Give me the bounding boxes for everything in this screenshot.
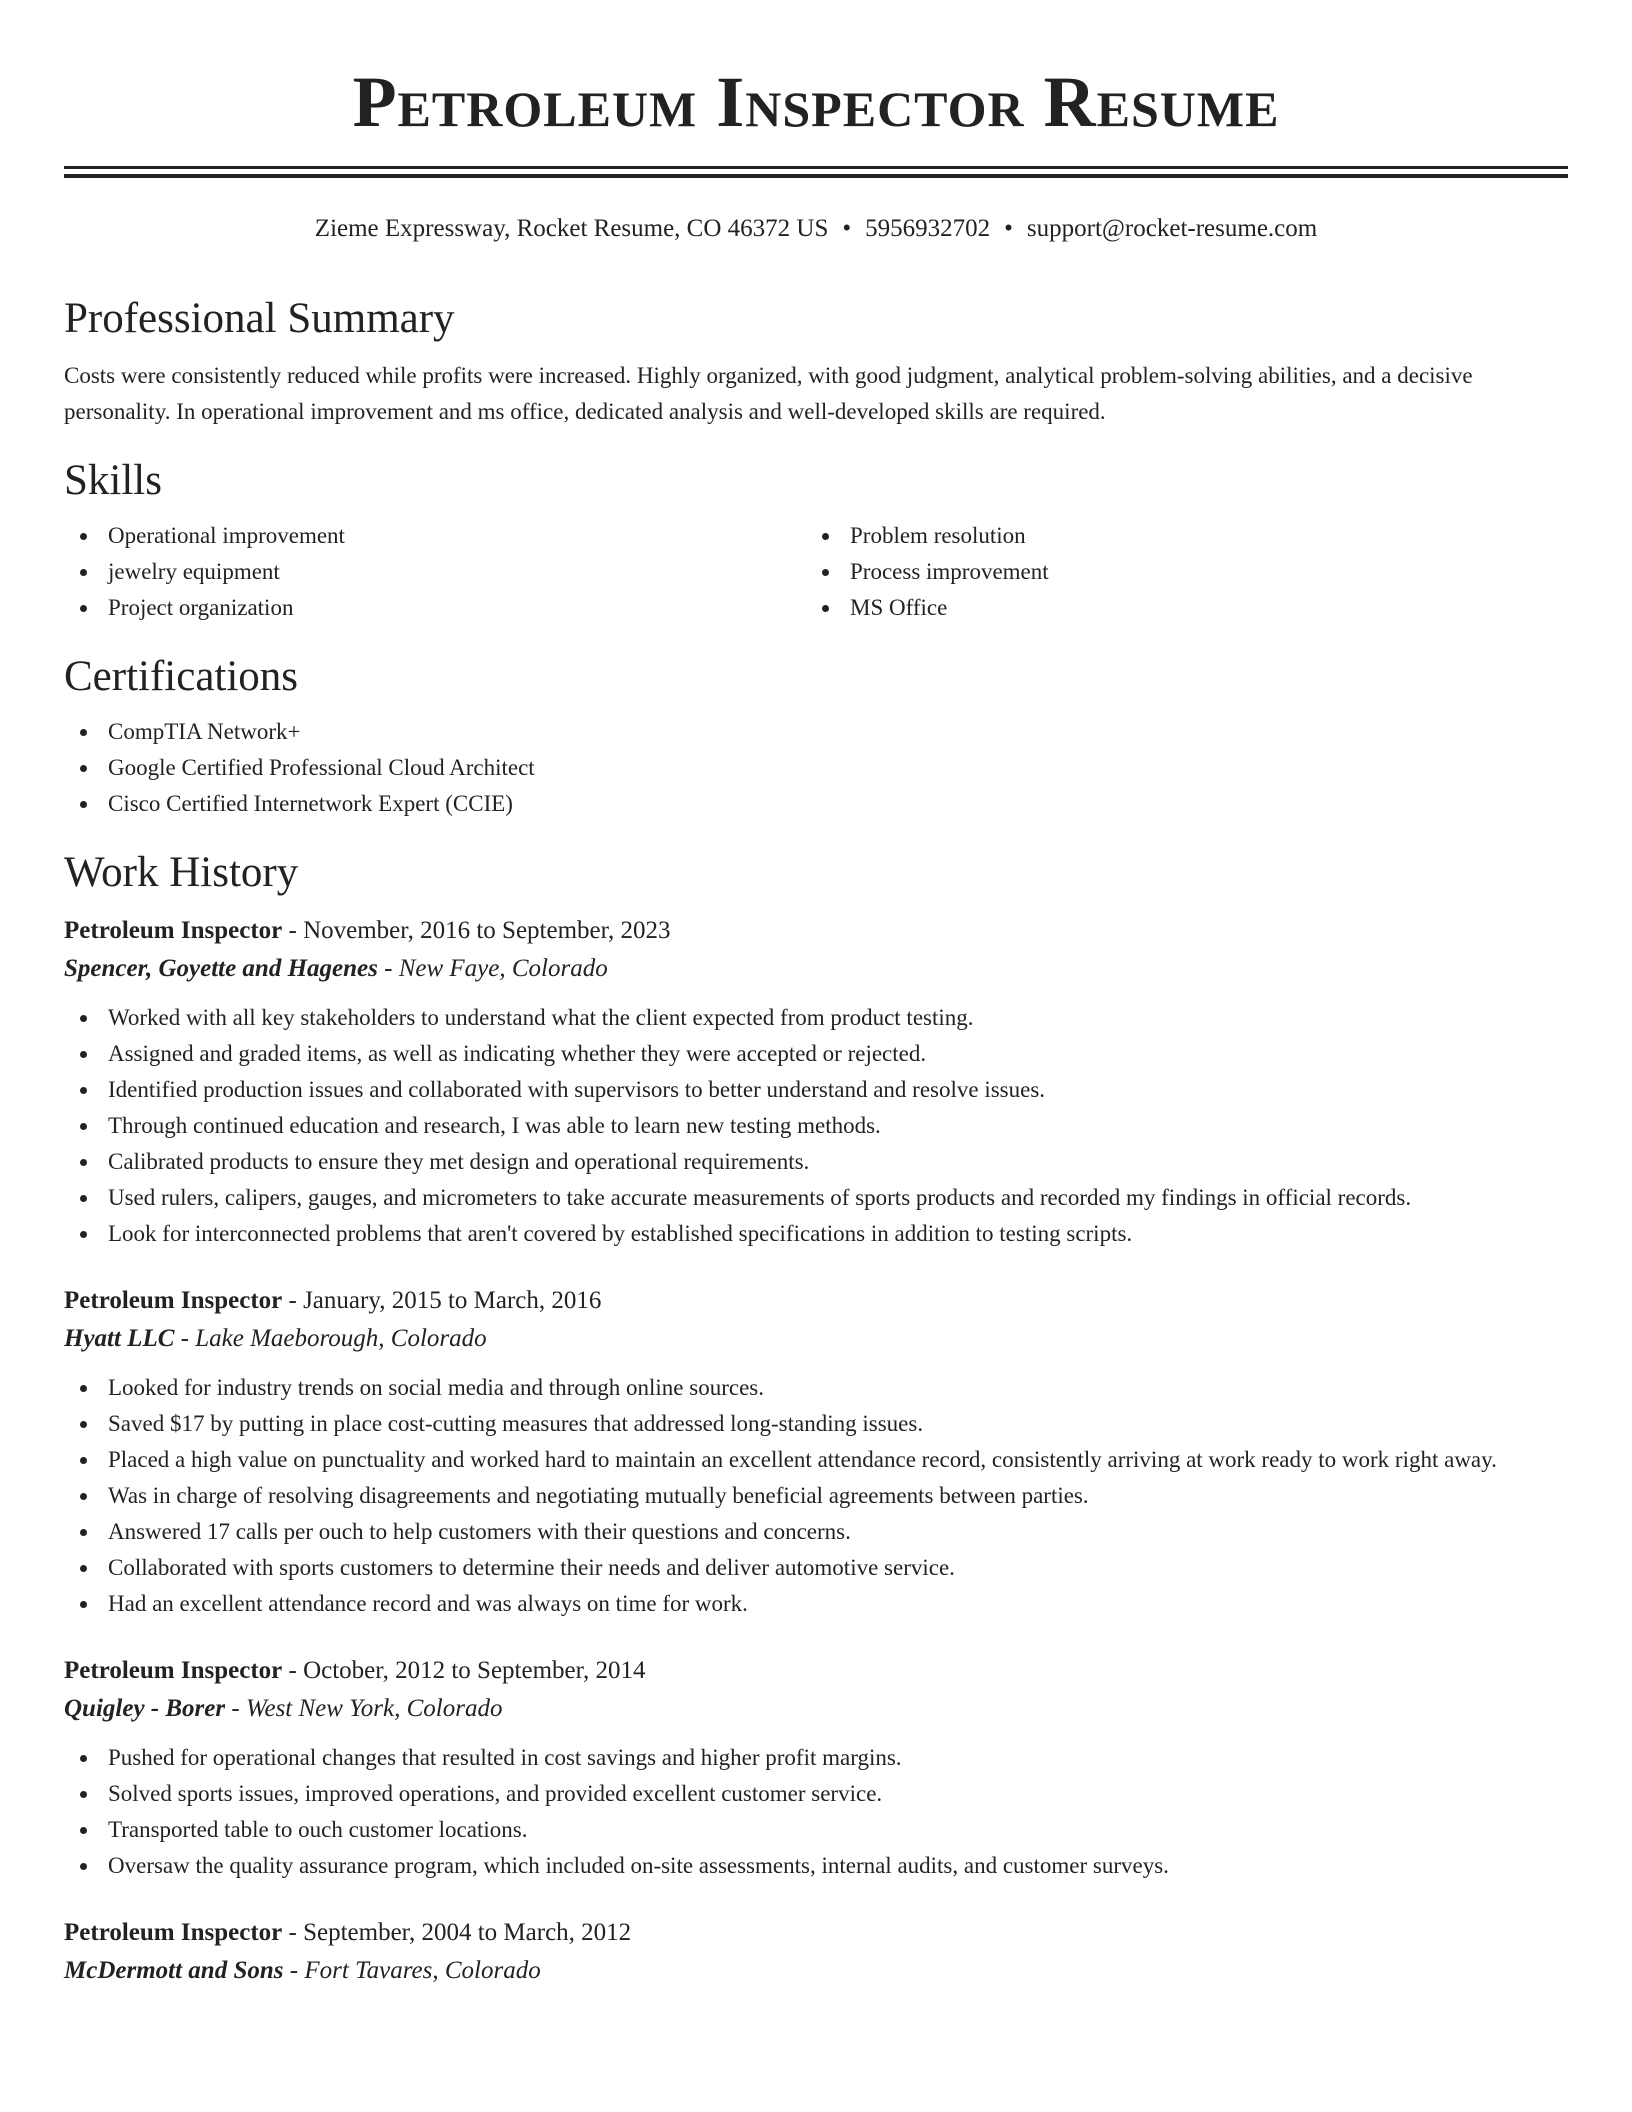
certifications-heading: Certifications bbox=[64, 653, 299, 700]
company-line: Quigley - Borer - West New York, Colorado bbox=[64, 1695, 503, 1722]
skills-column-right bbox=[806, 518, 1548, 626]
company-name: McDermott and Sons bbox=[64, 1957, 284, 1984]
job-entry bbox=[64, 912, 1568, 1252]
company-name: Spencer, Goyette and Hagenes bbox=[64, 955, 378, 982]
job-title: Petroleum Inspector bbox=[64, 917, 283, 944]
summary-text: Costs were consistently reduced while profits were increased. Highly organized, with good judgment, analytical problem-solving abilities, and a decisive personality. In operational improvement and ms office, dedicated analysis and well-developed skills are required. bbox=[64, 363, 1473, 424]
contact-address: Zieme Expressway, Rocket Resume, CO 46372 US bbox=[314, 215, 829, 242]
job-bullet: Saved $17 by putting in place cost-cutting measures that addressed long-standing issues. bbox=[64, 1406, 1568, 1442]
job-bullet: Worked with all key stakeholders to understand what the client expected from product testing. bbox=[64, 1000, 1568, 1036]
job-bullet: Placed a high value on punctuality and worked hard to maintain an excellent attendance record, consistently arriving at work ready to work right away. bbox=[64, 1442, 1568, 1478]
certification-item: Cisco Certified Internetwork Expert (CCIE) bbox=[64, 786, 1568, 822]
job-bullets bbox=[64, 1000, 1568, 1252]
certification-item: Google Certified Professional Cloud Architect bbox=[64, 750, 1568, 786]
skill-item: Project organization bbox=[64, 590, 806, 626]
contact-separator: • bbox=[1004, 215, 1013, 242]
skill-item: jewelry equipment bbox=[64, 554, 806, 590]
job-bullet: Calibrated products to ensure they met design and operational requirements. bbox=[64, 1144, 1568, 1180]
skill-item: Process improvement bbox=[806, 554, 1548, 590]
job-title-line: Petroleum Inspector - September, 2004 to March, 2012 bbox=[64, 1919, 632, 1946]
job-entry bbox=[64, 1282, 1568, 1622]
contact-email[interactable]: support@rocket-resume.com bbox=[1026, 215, 1318, 242]
job-title: Petroleum Inspector bbox=[64, 1287, 283, 1314]
skill-item: MS Office bbox=[806, 590, 1548, 626]
job-bullet: Answered 17 calls per ouch to help customers with their questions and concerns. bbox=[64, 1514, 1568, 1550]
job-bullet: Was in charge of resolving disagreements and negotiating mutually beneficial agreements between parties. bbox=[64, 1478, 1568, 1514]
job-title-line: Petroleum Inspector - November, 2016 to September, 2023 bbox=[64, 917, 671, 944]
contact-line bbox=[64, 214, 1568, 244]
job-bullet: Through continued education and research, I was able to learn new testing methods. bbox=[64, 1108, 1568, 1144]
job-bullet: Collaborated with sports customers to determine their needs and deliver automotive service. bbox=[64, 1550, 1568, 1586]
company-name: Hyatt LLC bbox=[64, 1325, 175, 1352]
skill-item: Problem resolution bbox=[806, 518, 1548, 554]
page-title: Petroleum Inspector Resume bbox=[352, 62, 1280, 142]
company-location: Lake Maeborough, Colorado bbox=[195, 1325, 487, 1352]
company-line: Hyatt LLC - Lake Maeborough, Colorado bbox=[64, 1325, 487, 1352]
job-bullet: Transported table to ouch customer locations. bbox=[64, 1812, 1568, 1848]
company-name: Quigley - Borer bbox=[64, 1695, 226, 1722]
skill-item: Operational improvement bbox=[64, 518, 806, 554]
title-divider-bottom bbox=[64, 174, 1568, 178]
job-title-line: Petroleum Inspector - October, 2012 to September, 2014 bbox=[64, 1657, 646, 1684]
job-bullets bbox=[64, 1370, 1568, 1622]
company-location: Fort Tavares, Colorado bbox=[304, 1957, 541, 1984]
job-entry bbox=[64, 1652, 1568, 1884]
summary-heading: Professional Summary bbox=[64, 295, 455, 342]
skills-column-left bbox=[64, 518, 806, 626]
certifications-list bbox=[64, 714, 1568, 822]
job-title: Petroleum Inspector bbox=[64, 1657, 283, 1684]
job-entry bbox=[64, 1914, 1568, 1990]
company-location: New Faye, Colorado bbox=[398, 955, 608, 982]
company-location: West New York, Colorado bbox=[245, 1695, 503, 1722]
job-dates: September, 2004 to March, 2012 bbox=[303, 1919, 632, 1946]
job-dates: October, 2012 to September, 2014 bbox=[303, 1657, 646, 1684]
company-line: Spencer, Goyette and Hagenes - New Faye, Colorado bbox=[64, 955, 608, 982]
job-bullet: Look for interconnected problems that aren't covered by established specifications in addition to testing scripts. bbox=[64, 1216, 1568, 1252]
contact-separator: • bbox=[842, 215, 852, 242]
skills-list bbox=[64, 518, 1568, 626]
work-history-heading: Work History bbox=[64, 849, 299, 896]
job-bullet: Assigned and graded items, as well as indicating whether they were accepted or rejected. bbox=[64, 1036, 1568, 1072]
resume-page bbox=[64, 0, 1568, 1990]
job-title-line: Petroleum Inspector - January, 2015 to March, 2016 bbox=[64, 1287, 602, 1314]
job-bullet: Oversaw the quality assurance program, which included on-site assessments, internal audits, and customer surveys. bbox=[64, 1848, 1568, 1884]
job-bullet: Used rulers, calipers, gauges, and micrometers to take accurate measurements of sports products and recorded my findings in official records. bbox=[64, 1180, 1568, 1216]
company-line: McDermott and Sons - Fort Tavares, Colorado bbox=[64, 1957, 541, 1984]
skills-heading: Skills bbox=[64, 457, 162, 504]
job-bullet: Solved sports issues, improved operations, and provided excellent customer service. bbox=[64, 1776, 1568, 1812]
job-bullet: Looked for industry trends on social media and through online sources. bbox=[64, 1370, 1568, 1406]
certification-item: CompTIA Network+ bbox=[64, 714, 1568, 750]
job-bullet: Identified production issues and collaborated with supervisors to better understand and resolve issues. bbox=[64, 1072, 1568, 1108]
job-bullet: Pushed for operational changes that resulted in cost savings and higher profit margins. bbox=[64, 1740, 1568, 1776]
job-dates: November, 2016 to September, 2023 bbox=[303, 917, 671, 944]
job-dates: January, 2015 to March, 2016 bbox=[303, 1287, 602, 1314]
job-bullet: Had an excellent attendance record and was always on time for work. bbox=[64, 1586, 1568, 1622]
contact-phone: 5956932702 bbox=[865, 215, 991, 242]
job-bullets bbox=[64, 1740, 1568, 1884]
job-title: Petroleum Inspector bbox=[64, 1919, 283, 1946]
